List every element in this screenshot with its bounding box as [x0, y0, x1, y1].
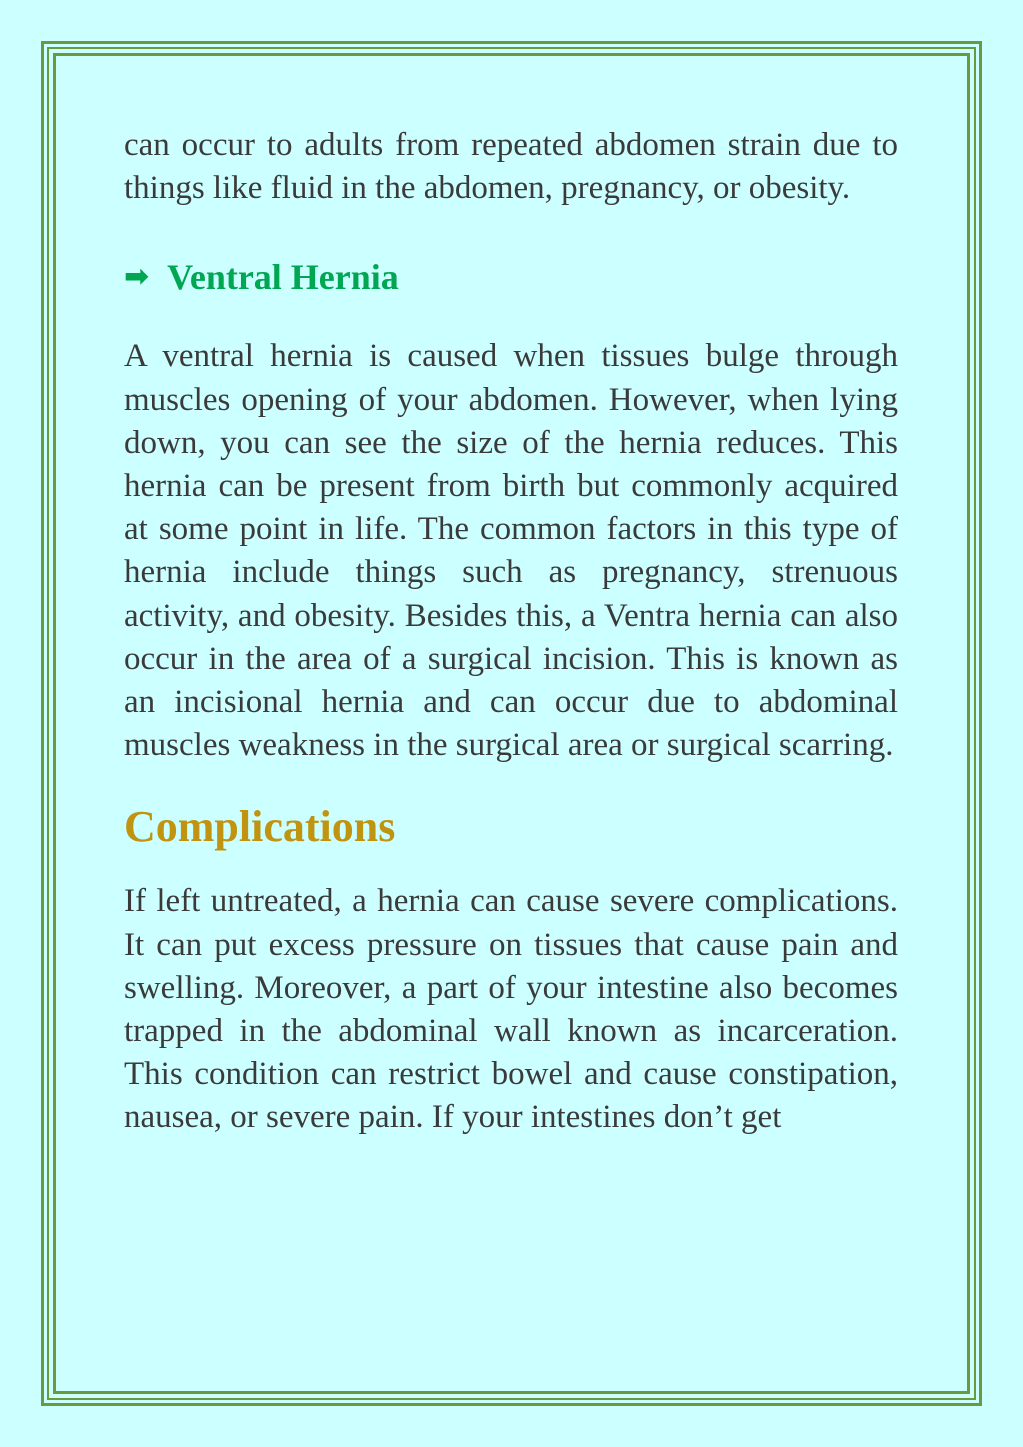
page-content — [124, 124, 898, 1140]
complications-paragraph: If left untreated, a hernia can cause severe complications. It can put excess pressure on tissues that cause pain and swelling. Moreover, a part of your intestine also becomes trapped in the abdominal wall known as incarceration. This condition can restrict bowel and cause constipation, nausea, or severe pain. If your intestines don’t get — [124, 883, 898, 1136]
ventral-hernia-heading — [124, 252, 898, 302]
complications-heading: Complications — [124, 802, 396, 852]
ventral-hernia-paragraph: A ventral hernia is caused when tissues bulge through muscles opening of your abdomen. However, when lying down, you can see the size of the hernia reduces. This hernia can be present from birth but commonly acquired at some point in life. The common factors in this type of hernia include things such as pregnancy, strenuous activity, and obesity. Besides this, a Ventra hernia can also occur in the area of a surgical incision. This is known as an incisional hernia and can occur due to abdominal muscles weakness in the surgical area or surgical scarring. — [124, 338, 898, 764]
ventral-hernia-heading-text: Ventral Hernia — [167, 257, 399, 298]
intro-paragraph: can occur to adults from repeated abdomen strain due to things like fluid in the abdomen, pregnancy, or obesity. — [124, 127, 898, 207]
right-arrow-icon: ➡ — [124, 259, 150, 295]
